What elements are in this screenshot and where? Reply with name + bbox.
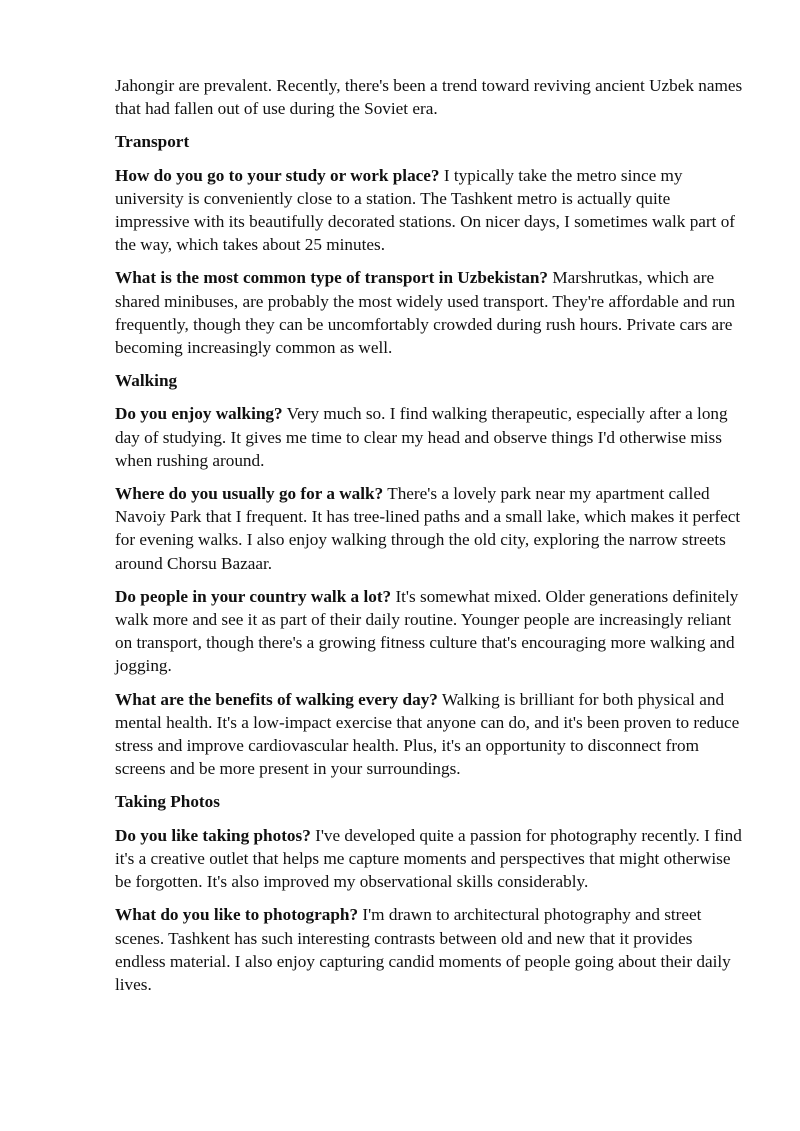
- question-text: What do you like to photograph?: [115, 905, 359, 925]
- answer-text: Very much so. I find walking therapeutic, especially after a long day of studying. It gives me time to clear my head and observe things I'd otherwise miss when rushing around.: [115, 404, 728, 470]
- section-heading: Taking Photos: [115, 792, 220, 812]
- section-walking: [115, 369, 747, 780]
- answer-text: I'm drawn to architectural photography and street scenes. Tashkent has such interesting contrasts between old and new that it provides endless material. I also enjoy capturing candid moments of people going about their daily lives.: [115, 905, 731, 994]
- qa-item: [115, 266, 747, 359]
- question-text: How do you go to your study or work place?: [115, 165, 440, 185]
- qa-item: [115, 688, 747, 781]
- question-text: Do you enjoy walking?: [115, 404, 283, 424]
- section-heading: Transport: [115, 132, 190, 152]
- section-transport: [115, 130, 747, 359]
- qa-item: [115, 903, 747, 996]
- answer-text: Marshrutkas, which are shared minibuses, are probably the most widely used transport. They're affordable and run frequently, though they can be uncomfortably crowded during rush hours. Private cars are becoming increasingly common as well.: [115, 268, 736, 358]
- qa-item: [115, 482, 747, 575]
- section-taking-photos: [115, 790, 747, 996]
- qa-item: [115, 402, 747, 472]
- question-text: Do people in your country walk a lot?: [115, 586, 392, 606]
- answer-text: I've developed quite a passion for photography recently. I find it's a creative outlet that helps me capture moments and perspectives that might otherwise be forgotten. It's also improved my observational skills considerably.: [115, 825, 742, 892]
- answer-text: There's a lovely park near my apartment called Navoiy Park that I frequent. It has tree-lined paths and a small lake, which makes it perfect for evening walks. I also enjoy walking through the old city, exploring the narrow streets around Chorsu Bazaar.: [115, 484, 741, 573]
- answer-text: I typically take the metro since my university is conveniently close to a station. The Tashkent metro is actually quite impressive with its beautifully decorated stations. On nicer days, I sometimes walk part of the way, which takes about 25 minutes.: [115, 165, 736, 255]
- question-text: Where do you usually go for a walk?: [115, 484, 384, 504]
- answer-text: Walking is brilliant for both physical and mental health. It's a low-impact exercise that anyone can do, and it's been proven to reduce stress and improve cardiovascular health. Plus, it's an opportunity to disconnect from screens and be more present in your surroundings.: [115, 689, 740, 779]
- document-page: [115, 74, 747, 1006]
- answer-text: It's somewhat mixed. Older generations definitely walk more and see it as part of their daily routine. Younger people are increasingly reliant on transport, though there's a growing fitness culture that's encouraging more walking and jogging.: [115, 586, 739, 676]
- qa-item: [115, 585, 747, 678]
- question-text: Do you like taking photos?: [115, 825, 311, 845]
- section-heading: Walking: [115, 371, 178, 391]
- question-text: What is the most common type of transport in Uzbekistan?: [115, 268, 549, 288]
- intro-paragraph: Jahongir are prevalent. Recently, there's been a trend toward reviving ancient Uzbek names that had fallen out of use during the Soviet era.: [115, 76, 743, 119]
- question-text: What are the benefits of walking every day?: [115, 689, 438, 709]
- qa-item: [115, 164, 747, 257]
- qa-item: [115, 824, 747, 894]
